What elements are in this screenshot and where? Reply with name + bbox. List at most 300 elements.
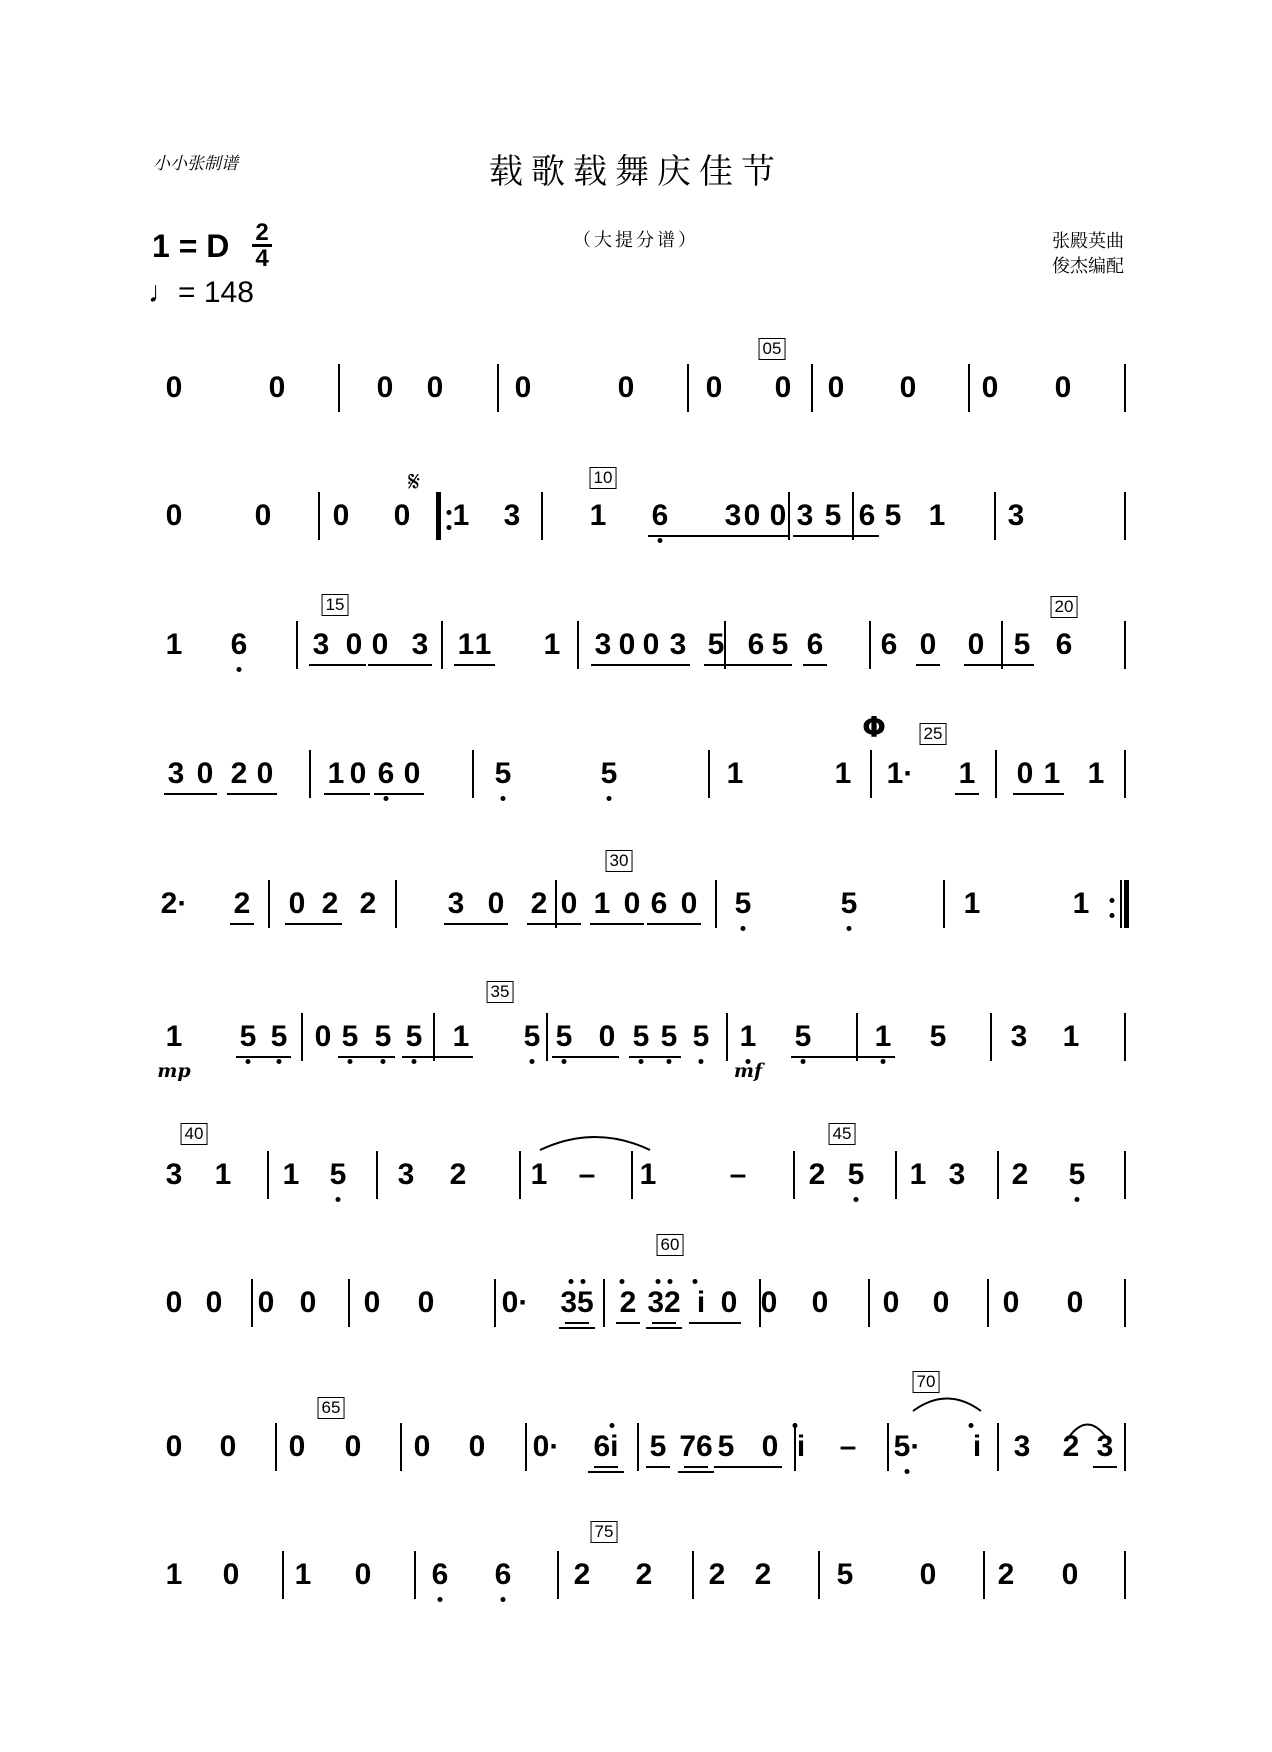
note: 0 [769, 499, 787, 532]
note: 0 [1066, 1286, 1084, 1319]
note: 1 [726, 757, 744, 790]
note: 3 [1013, 1430, 1031, 1463]
underline-beam [803, 664, 827, 666]
note: 6 [377, 757, 395, 790]
note: i [696, 1286, 706, 1319]
underline-beam [648, 535, 745, 537]
octave-dot-below [237, 667, 242, 672]
note: 1 [1043, 757, 1061, 790]
underline-beam [444, 923, 508, 925]
measure-number: 25 [920, 723, 947, 745]
note: 2 [619, 1286, 637, 1319]
note: 5 [660, 1020, 678, 1053]
note: 0 [254, 499, 272, 532]
underline-beam [309, 664, 366, 666]
note: 0 [899, 371, 917, 404]
bar-line [997, 1423, 999, 1471]
measure-number: 30 [606, 850, 633, 872]
note: 5 [649, 1430, 667, 1463]
note: 0 [417, 1286, 435, 1319]
tempo-marking [148, 276, 254, 310]
note: 5 [824, 499, 842, 532]
note: – [729, 1158, 747, 1191]
note: 2 [230, 757, 248, 790]
octave-dot-above [581, 1279, 586, 1284]
bar-line [441, 621, 443, 669]
octave-dot-above [569, 1279, 574, 1284]
note: 2· [160, 887, 188, 920]
underline-beam [1093, 1466, 1117, 1468]
note: 2 [321, 887, 339, 920]
note: 5 [771, 628, 789, 661]
note: 5 [494, 757, 512, 790]
measure-number: 70 [913, 1371, 940, 1393]
bar-line [1124, 1551, 1126, 1599]
note: 0 [376, 371, 394, 404]
double-underline-beam [678, 1471, 714, 1473]
bar-line [869, 621, 871, 669]
note: 1 [457, 628, 475, 661]
note: 1 [909, 1158, 927, 1191]
bar-line [414, 1551, 416, 1599]
watermark-credit: 小小张制谱 [153, 154, 238, 174]
dynamic-mf: mf [733, 1060, 763, 1082]
note: 3 [397, 1158, 415, 1191]
bar-line [631, 1151, 633, 1199]
bar-line [251, 1279, 253, 1327]
bar-line [811, 364, 813, 412]
note: 5 [405, 1020, 423, 1053]
bar-line [1124, 1279, 1126, 1327]
octave-dot-above [693, 1279, 698, 1284]
underline-beam [689, 1322, 741, 1324]
underline-beam [955, 793, 979, 795]
octave-dot-below [854, 1197, 859, 1202]
note: 0 [165, 371, 183, 404]
note: 0 [165, 499, 183, 532]
note: 5· [893, 1430, 921, 1463]
note: 1 [452, 1020, 470, 1053]
note: 6 [747, 628, 765, 661]
bar-line [348, 1279, 350, 1327]
octave-dot-below [501, 1597, 506, 1602]
double-underline-beam [559, 1327, 595, 1329]
underline-beam [552, 1056, 619, 1058]
note: 0 [349, 757, 367, 790]
segno-icon: 𝄋 [407, 465, 421, 498]
tempo-value: = 148 [178, 276, 254, 309]
repeat-bar-thick [436, 492, 441, 540]
note: 3 [447, 887, 465, 920]
octave-dot-below [336, 1197, 341, 1202]
note: 0 [288, 887, 306, 920]
note: 0 [371, 628, 389, 661]
bar-line [852, 492, 854, 540]
note: 1 [543, 628, 561, 661]
bar-line [1124, 492, 1126, 540]
note: 0 [354, 1558, 372, 1591]
key-signature: 1 = D [152, 228, 230, 264]
note: 0 [332, 499, 350, 532]
underline-beam [338, 1056, 395, 1058]
dynamic-mp: mp [157, 1060, 191, 1082]
note: 0 [1016, 757, 1034, 790]
note: – [839, 1430, 857, 1463]
underline-beam [647, 923, 701, 925]
bar-line [943, 880, 945, 928]
note: 2 [233, 887, 251, 920]
octave-dot-below [801, 1059, 806, 1064]
note: 2 [573, 1558, 591, 1591]
note: 0 [222, 1558, 240, 1591]
octave-dot-below [438, 1597, 443, 1602]
octave-dot-below [639, 1059, 644, 1064]
note: 6 [858, 499, 876, 532]
note: 0 [967, 628, 985, 661]
underline-beam [227, 793, 277, 795]
note: 3 [594, 628, 612, 661]
underline-beam [793, 535, 879, 537]
repeat-bar-thick [1124, 880, 1129, 928]
bar-line [1124, 1423, 1126, 1471]
octave-dot-below [607, 796, 612, 801]
measure-number: 75 [591, 1521, 618, 1543]
note: 1 [530, 1158, 548, 1191]
bar-line [309, 750, 311, 798]
note: 2 [635, 1558, 653, 1591]
octave-dot-below [348, 1059, 353, 1064]
note: 1 [474, 628, 492, 661]
note: 0 [598, 1020, 616, 1053]
note: 1 [834, 757, 852, 790]
note: 2 [754, 1558, 772, 1591]
note: 0 [426, 371, 444, 404]
bar-line [494, 1279, 496, 1327]
note: 5 [1068, 1158, 1086, 1191]
note: 1 [958, 757, 976, 790]
underline-beam [1013, 793, 1064, 795]
octave-dot-below [562, 1059, 567, 1064]
note: 0 [617, 371, 635, 404]
note: 0 [1054, 371, 1072, 404]
note: 0 [468, 1430, 486, 1463]
note: 6 [230, 628, 248, 661]
bar-line [692, 1551, 694, 1599]
octave-dot-below [501, 796, 506, 801]
note: 0 [268, 371, 286, 404]
note: 0 [981, 371, 999, 404]
bar-line [1124, 1151, 1126, 1199]
double-underline-beam [646, 1327, 682, 1329]
note: 6 [1055, 628, 1073, 661]
note: 6 [651, 499, 669, 532]
note: 0· [501, 1286, 529, 1319]
note: 2 [359, 887, 377, 920]
bar-line [637, 1423, 639, 1471]
note: 0 [487, 887, 505, 920]
note: 5 [717, 1430, 735, 1463]
octave-dot-above [620, 1279, 625, 1284]
underline-beam [714, 1466, 782, 1468]
note: 6i [593, 1430, 619, 1463]
note: 5 [374, 1020, 392, 1053]
octave-dot-below [412, 1059, 417, 1064]
bar-line [995, 750, 997, 798]
note: 3 [1007, 499, 1025, 532]
bar-line [338, 364, 340, 412]
note: 0 [705, 371, 723, 404]
measure-number: 20 [1051, 596, 1078, 618]
bar-line [268, 880, 270, 928]
bar-line [983, 1551, 985, 1599]
note: 3 [312, 628, 330, 661]
underline-beam [646, 1466, 670, 1468]
note: 1 [1072, 887, 1090, 920]
bar-line [724, 621, 726, 669]
note: 0 [514, 371, 532, 404]
bar-line [472, 750, 474, 798]
bar-line [603, 1279, 605, 1327]
note: 0 [623, 887, 641, 920]
note: 0 [363, 1286, 381, 1319]
note: 1 [214, 1158, 232, 1191]
bar-line [793, 1151, 795, 1199]
note: 6 [431, 1558, 449, 1591]
bar-line [395, 880, 397, 928]
note: 5 [794, 1020, 812, 1053]
bar-line [990, 1013, 992, 1061]
bar-line [708, 750, 710, 798]
note: 5 [600, 757, 618, 790]
bar-line [856, 1013, 858, 1061]
underline-beam [591, 664, 639, 666]
note: – [578, 1158, 596, 1191]
note: 0 [344, 1430, 362, 1463]
note: i [972, 1430, 982, 1463]
bar-line [994, 492, 996, 540]
measure-number: 10 [590, 467, 617, 489]
note: 3 [165, 1158, 183, 1191]
note: 35 [560, 1286, 594, 1319]
note: 5 [692, 1020, 710, 1053]
measure-number: 60 [657, 1234, 684, 1256]
note: 76 [679, 1430, 713, 1463]
note: 0 [720, 1286, 738, 1319]
octave-dot-below [530, 1059, 535, 1064]
note: 5 [239, 1020, 257, 1053]
note: 3 [948, 1158, 966, 1191]
note: 5 [840, 887, 858, 920]
octave-dot-below [246, 1059, 251, 1064]
bar-line [376, 1151, 378, 1199]
bar-line [968, 364, 970, 412]
note: 0 [642, 628, 660, 661]
note: 0 [314, 1020, 332, 1053]
measure-number: 40 [181, 1123, 208, 1145]
note: 1 [639, 1158, 657, 1191]
note: 5 [523, 1020, 541, 1053]
time-signature-bottom: 4 [255, 245, 269, 272]
note: 5 [1013, 628, 1031, 661]
note: 1 [165, 1020, 183, 1053]
underline-beam [374, 793, 424, 795]
bar-line [870, 750, 872, 798]
bar-line [541, 492, 543, 540]
note: 0 [165, 1286, 183, 1319]
note: 2 [708, 1558, 726, 1591]
note: 5 [329, 1158, 347, 1191]
note: 0 [827, 371, 845, 404]
underline-beam [652, 1322, 676, 1324]
note: 6 [650, 887, 668, 920]
note: 5 [847, 1158, 865, 1191]
note: 0 [403, 757, 421, 790]
note: 1 [452, 499, 470, 532]
underline-beam [629, 1056, 681, 1058]
bar-line [1124, 364, 1126, 412]
underline-beam [791, 1056, 895, 1058]
note: 0 [196, 757, 214, 790]
note: 5 [341, 1020, 359, 1053]
note: i [796, 1430, 806, 1463]
note: 3 [411, 628, 429, 661]
note: 0· [532, 1430, 560, 1463]
note: 0 [413, 1430, 431, 1463]
note: 1 [165, 628, 183, 661]
note: 2 [997, 1558, 1015, 1591]
note: 6 [806, 628, 824, 661]
repeat-dot [447, 525, 452, 530]
bar-line [546, 1013, 548, 1061]
octave-dot-above [969, 1423, 974, 1428]
underline-beam [454, 664, 495, 666]
note: 1 [282, 1158, 300, 1191]
bar-line [555, 880, 557, 928]
bar-line [818, 1551, 820, 1599]
note: 2 [530, 887, 548, 920]
note: 1 [874, 1020, 892, 1053]
slur-arc [913, 1399, 981, 1412]
octave-dot-above [656, 1279, 661, 1284]
note: 1 [327, 757, 345, 790]
repeat-dot [1110, 898, 1115, 903]
bar-line [282, 1551, 284, 1599]
bar-line [997, 1151, 999, 1199]
note: 1 [739, 1020, 757, 1053]
octave-dot-below [881, 1059, 886, 1064]
bar-line [887, 1423, 889, 1471]
double-underline-beam [588, 1471, 624, 1473]
note: 0 [393, 499, 411, 532]
bar-line [788, 492, 790, 540]
note: 2 [449, 1158, 467, 1191]
note: 1 [165, 1558, 183, 1591]
bar-line [275, 1423, 277, 1471]
octave-dot-above [668, 1279, 673, 1284]
underline-beam [916, 664, 940, 666]
note: 1 [294, 1558, 312, 1591]
note: 0 [299, 1286, 317, 1319]
underline-beam [402, 1056, 473, 1058]
octave-dot-below [699, 1059, 704, 1064]
bar-line [687, 364, 689, 412]
bar-line [1124, 621, 1126, 669]
note: 0 [882, 1286, 900, 1319]
note: 0 [680, 887, 698, 920]
note: 1 [593, 887, 611, 920]
bar-line [557, 1551, 559, 1599]
note: 0 [919, 1558, 937, 1591]
note: 0 [761, 1430, 779, 1463]
note: 0 [774, 371, 792, 404]
bar-line [301, 1013, 303, 1061]
underline-beam [236, 1056, 291, 1058]
note: 0 [165, 1430, 183, 1463]
composer-credit: 张殿英曲 [1052, 231, 1124, 252]
measure-number: 45 [829, 1123, 856, 1145]
repeat-dot [447, 510, 452, 515]
bar-line [577, 621, 579, 669]
octave-dot-below [277, 1059, 282, 1064]
note: 0 [811, 1286, 829, 1319]
underline-beam [639, 664, 690, 666]
octave-dot-above [610, 1423, 615, 1428]
note: 3 [167, 757, 185, 790]
measure-number: 35 [487, 981, 514, 1003]
note: 6 [880, 628, 898, 661]
bar-line [433, 1013, 435, 1061]
note: 0 [932, 1286, 950, 1319]
underline-beam [285, 923, 342, 925]
octave-dot-below [658, 538, 663, 543]
bar-line [525, 1423, 527, 1471]
note: 3 [724, 499, 742, 532]
bar-line [267, 1151, 269, 1199]
note: 5 [734, 887, 752, 920]
note: 5 [555, 1020, 573, 1053]
bar-line [868, 1279, 870, 1327]
note: 0 [743, 499, 761, 532]
note: 0 [760, 1286, 778, 1319]
note: 3 [796, 499, 814, 532]
bar-line [987, 1279, 989, 1327]
note: 2 [1011, 1158, 1029, 1191]
octave-dot-below [384, 796, 389, 801]
underline-beam [164, 793, 217, 795]
bar-line [1120, 880, 1122, 928]
repeat-dot [1110, 913, 1115, 918]
coda-icon: Φ [862, 711, 886, 744]
underline-beam [616, 1322, 640, 1324]
note: 32 [647, 1286, 681, 1319]
note: 2 [1062, 1430, 1080, 1463]
note: 1 [589, 499, 607, 532]
underline-beam [740, 535, 790, 537]
measure-number: 65 [318, 1397, 345, 1419]
note: 5 [884, 499, 902, 532]
note: 0 [560, 887, 578, 920]
bar-line [318, 492, 320, 540]
bar-line [400, 1423, 402, 1471]
underline-beam [590, 923, 644, 925]
note: 5 [929, 1020, 947, 1053]
bar-line [1001, 621, 1003, 669]
note: 0 [219, 1430, 237, 1463]
measure-number: 15 [322, 594, 349, 616]
time-signature [249, 221, 275, 270]
note: 0 [919, 628, 937, 661]
bar-line [519, 1151, 521, 1199]
